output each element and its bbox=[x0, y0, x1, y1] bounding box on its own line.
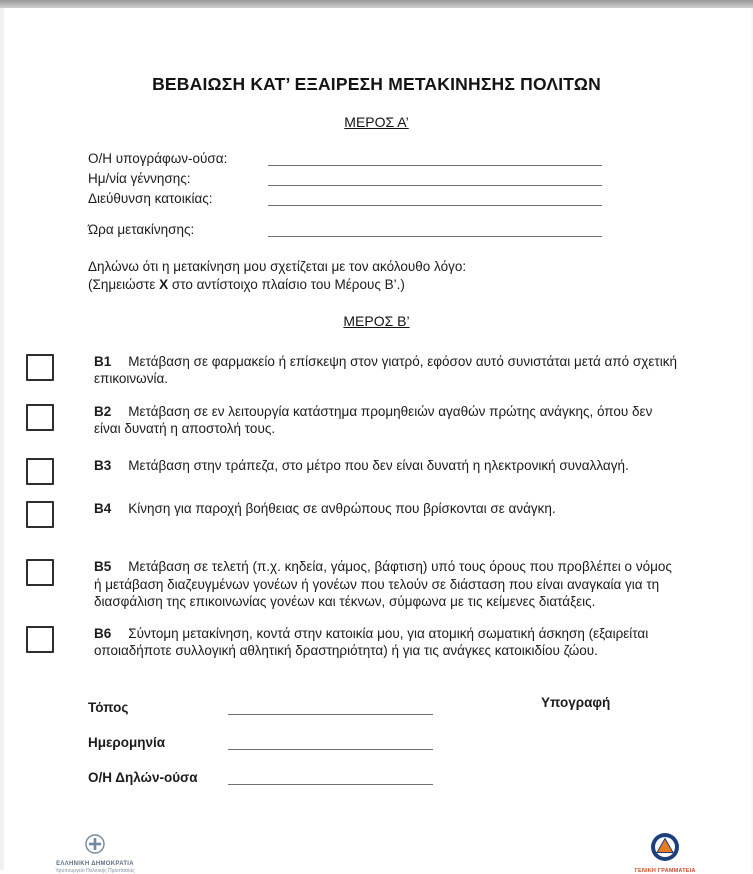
date-row bbox=[88, 728, 749, 750]
item-description: Μετάβαση σε εν λειτουργία κατάστημα προμηθειών αγαθών πρώτης ανάγκης, όπου δεν είναι δυνατή η αποστολή τους. bbox=[94, 403, 653, 437]
item-text bbox=[94, 403, 678, 438]
item-description: Κίνηση για παροχή βοήθειας σε ανθρώπους που βρίσκονται σε ανάγκη. bbox=[128, 501, 556, 516]
declarant-row bbox=[88, 763, 749, 785]
item-id: B5 bbox=[94, 559, 112, 574]
part-a-field-row bbox=[88, 186, 749, 206]
declarant-label: Ο/Η Δηλών-ούσα bbox=[88, 769, 198, 785]
field-label: Διεύθυνση κατοικίας: bbox=[88, 191, 213, 206]
item-description: Μετάβαση σε φαρμακείο ή επίσκεψη στον γιατρό, εφόσον αυτό συνιστάται μετά από σχετική επικοινωνία. bbox=[94, 353, 677, 387]
field-label: Ο/Η υπογράφων-ούσα: bbox=[88, 151, 228, 166]
hellenic-republic-label: ΕΛΛΗΝΙΚΗ ΔΗΜΟΚΡΑΤΙΑ bbox=[56, 861, 134, 867]
part-a-field-row bbox=[88, 217, 749, 237]
hellenic-republic-emblem-icon bbox=[85, 841, 105, 858]
page-title: ΒΕΒΑΙΩΣΗ ΚΑΤ’ ΕΞΑΙΡΕΣΗ ΜΕΤΑΚΙΝΗΣΗΣ ΠΟΛΙΤΩΝ bbox=[152, 74, 601, 94]
part-b-heading: ΜΕΡΟΣ Β’ bbox=[343, 312, 410, 329]
general-secretariat-label: ΓΕΝΙΚΗ ΓΡΑΜΜΑΤΕΙΑ bbox=[634, 868, 696, 874]
part-a-fields bbox=[88, 146, 749, 237]
item-id: B6 bbox=[94, 625, 112, 641]
part-b-item-b5 bbox=[26, 558, 749, 611]
item-text bbox=[94, 558, 678, 611]
signature-label: Υπογραφή bbox=[541, 694, 611, 710]
item-id: B3 bbox=[94, 458, 112, 473]
part-b-item-b4 bbox=[26, 500, 749, 528]
field-label: Ημ/νία γέννησης: bbox=[88, 171, 191, 186]
note-suffix: στο αντίστοιχο πλαίσιο του Μέρους Β’.) bbox=[168, 276, 405, 292]
date-label: Ημερομηνία bbox=[88, 734, 166, 750]
item-description: Μετάβαση στην τράπεζα, στο μέτρο που δεν είναι δυνατή η ηλεκτρονική συναλλαγή. bbox=[128, 458, 629, 473]
civil-protection-logo bbox=[626, 832, 704, 874]
checkbox-b5[interactable] bbox=[26, 559, 54, 586]
item-text bbox=[94, 457, 678, 485]
field-label: Ώρα μετακίνησης: bbox=[88, 222, 195, 237]
viewer-top-edge bbox=[0, 0, 753, 8]
declaration-line: Δηλώνω ότι η μετακίνηση μου σχετίζεται με τον ακόλουθο λόγο: bbox=[88, 259, 467, 274]
item-text bbox=[94, 353, 678, 388]
note-prefix: (Σημειώστε bbox=[88, 276, 160, 292]
hellenic-republic-logo bbox=[40, 834, 150, 874]
item-text bbox=[94, 500, 678, 528]
footer-fields bbox=[88, 693, 749, 785]
item-id: B2 bbox=[94, 403, 112, 419]
checkbox-b4[interactable] bbox=[26, 501, 54, 528]
field-input-line[interactable] bbox=[268, 189, 602, 206]
date-input-line[interactable] bbox=[228, 733, 433, 750]
field-input-line[interactable] bbox=[268, 169, 602, 186]
part-a-heading: ΜΕΡΟΣ Α’ bbox=[344, 114, 409, 130]
checkbox-b1[interactable] bbox=[26, 354, 54, 381]
declaration-text bbox=[88, 258, 749, 294]
item-description: Σύντομη μετακίνηση, κοντά στην κατοικία μου, για ατομική σωματική άσκηση (εξαιρείται οποιαδήποτε συλλογική αθλητική δραστηριότητα) ή για τις ανάγκες κατοικιδίου ζώου. bbox=[94, 625, 649, 659]
item-description: Μετάβαση σε τελετή (π.χ. κηδεία, γάμος, βάφτιση) υπό τους όρους που προβλέπει ο νόμος ή μετάβαση διαζευγμένων γονέων ή γονέων που τελούν σε διάσταση που είναι αναγκαία για τη διασφάλιση της επικοινωνίας γονέων και τέκνων, σύμφωνα με τις κείμενες διατάξεις. bbox=[94, 559, 672, 610]
part-b-item-b3 bbox=[26, 457, 749, 485]
footer-logos bbox=[4, 832, 749, 874]
field-input-line[interactable] bbox=[268, 149, 602, 166]
ministry-label: Υφυπουργείο Πολιτικής Προστασίας bbox=[55, 868, 135, 874]
item-id: B1 bbox=[94, 353, 112, 369]
civil-protection-emblem-icon bbox=[650, 849, 680, 866]
checkbox-b3[interactable] bbox=[26, 458, 54, 485]
place-label: Τόπος bbox=[88, 699, 129, 715]
part-b-item-b1 bbox=[26, 353, 749, 388]
declarant-input-line[interactable] bbox=[228, 768, 433, 785]
note-x: X bbox=[159, 276, 169, 292]
part-a-field-row bbox=[88, 146, 749, 166]
part-b-item-b6 bbox=[26, 625, 749, 660]
item-text bbox=[94, 625, 678, 660]
part-b-item-b2 bbox=[26, 403, 749, 438]
field-input-line[interactable] bbox=[268, 220, 602, 237]
checkbox-b6[interactable] bbox=[26, 626, 54, 653]
checkbox-b2[interactable] bbox=[26, 404, 54, 431]
part-b-items bbox=[4, 353, 749, 660]
item-id: B4 bbox=[94, 501, 112, 516]
place-input-line[interactable] bbox=[228, 698, 433, 715]
place-row bbox=[88, 693, 749, 715]
form-page bbox=[4, 8, 749, 874]
part-a-field-row bbox=[88, 166, 749, 186]
